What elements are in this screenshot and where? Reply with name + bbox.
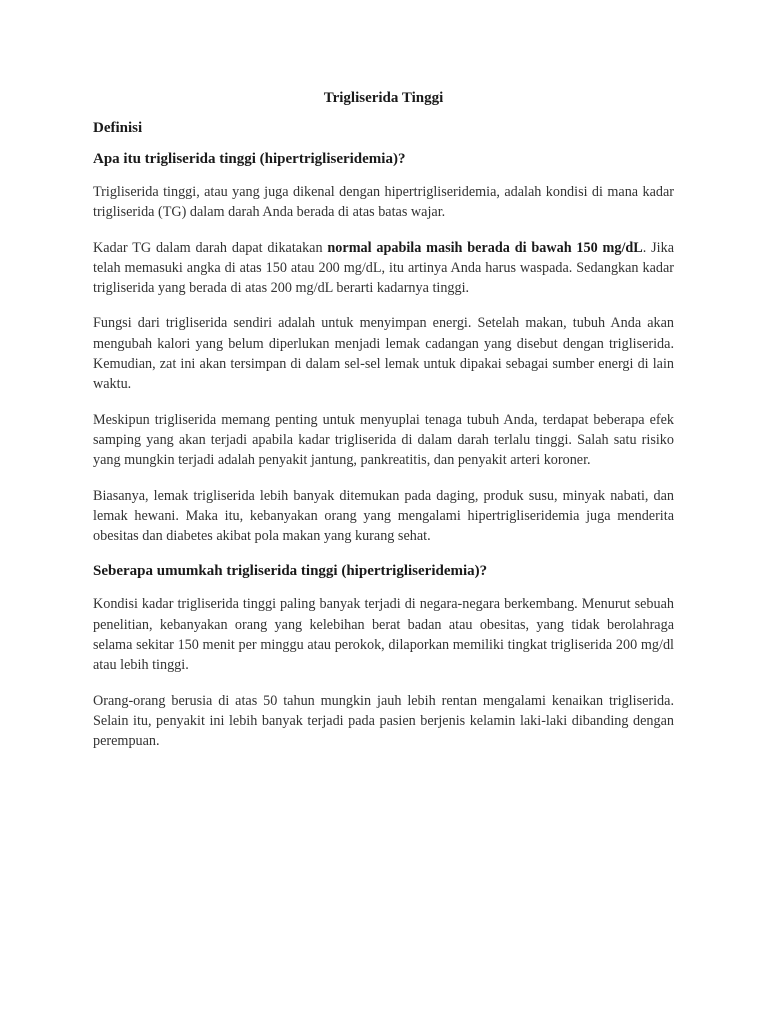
- paragraph-function: Fungsi dari trigliserida sendiri adalah untuk menyimpan energi. Setelah makan, tubuh Anda akan mengubah kalori yang belum diperlukan menjadi lemak cadangan yang disebut dengan trigliserida. Kemudian, zat ini akan tersimpan di dalam sel-sel lemak untuk dipakai sebagai sumber energi di lain waktu.: [93, 315, 674, 393]
- document-body: [93, 88, 674, 767]
- paragraph-normal-levels-lead: Kadar TG dalam darah dapat dikatakan: [93, 239, 328, 256]
- paragraph-definition: Trigliserida tinggi, atau yang juga dikenal dengan hipertrigliseridemia, adalah kondisi di mana kadar trigliserida (TG) dalam darah Anda berada di atas batas wajar.: [93, 184, 674, 221]
- paragraph-risks: Meskipun trigliserida memang penting untuk menyuplai tenaga tubuh Anda, terdapat beberapa efek samping yang akan terjadi apabila kadar trigliserida di dalam darah terlalu tinggi. Salah satu risiko yang mungkin terjadi adalah penyakit jantung, pankreatitis, dan penyakit arteri koroner.: [93, 411, 674, 469]
- question-heading-how-common: Seberapa umumkah trigliserida tinggi (hipertrigliseridemia)?: [93, 563, 488, 580]
- paragraph-normal-levels-rest: . Jika telah memasuki angka di atas 150 atau 200 mg/dL, itu artinya Anda harus waspada. Sedangkan kadar trigliserida yang berada di atas 200 mg/dL berarti kadarnya tinggi.: [93, 239, 675, 297]
- section-heading-definisi: Definisi: [93, 120, 143, 136]
- document-title: Trigliserida Tinggi: [323, 90, 444, 106]
- paragraph-prevalence: Kondisi kadar trigliserida tinggi paling banyak terjadi di negara-negara berkembang. Menurut sebuah penelitian, kebanyakan orang yang kelebihan berat badan atau obesitas, yang tidak berolahraga selama sekitar 150 menit per minggu atau perokok, dilaporkan memiliki tingkat trigliserida 200 mg/dl atau lebih tinggi.: [93, 596, 674, 674]
- paragraph-age-gender: Orang-orang berusia di atas 50 tahun mungkin jauh lebih rentan mengalami kenaikan trigliserida. Selain itu, penyakit ini lebih banyak terjadi pada pasien berjenis kelamin laki-laki dibanding dengan perempuan.: [93, 692, 674, 750]
- normal-level-emphasis: normal apabila masih berada di bawah 150 mg/dL: [327, 239, 643, 256]
- paragraph-sources: Biasanya, lemak trigliserida lebih banyak ditemukan pada daging, produk susu, minyak nabati, dan lemak hewani. Maka itu, kebanyakan orang yang mengalami hipertrigliseridemia juga menderita obesitas dan diabetes akibat pola makan yang kurang sehat.: [93, 487, 674, 545]
- question-heading-what-is: Apa itu trigliserida tinggi (hipertrigliseridemia)?: [93, 151, 406, 167]
- paragraph-normal-levels: [93, 238, 674, 299]
